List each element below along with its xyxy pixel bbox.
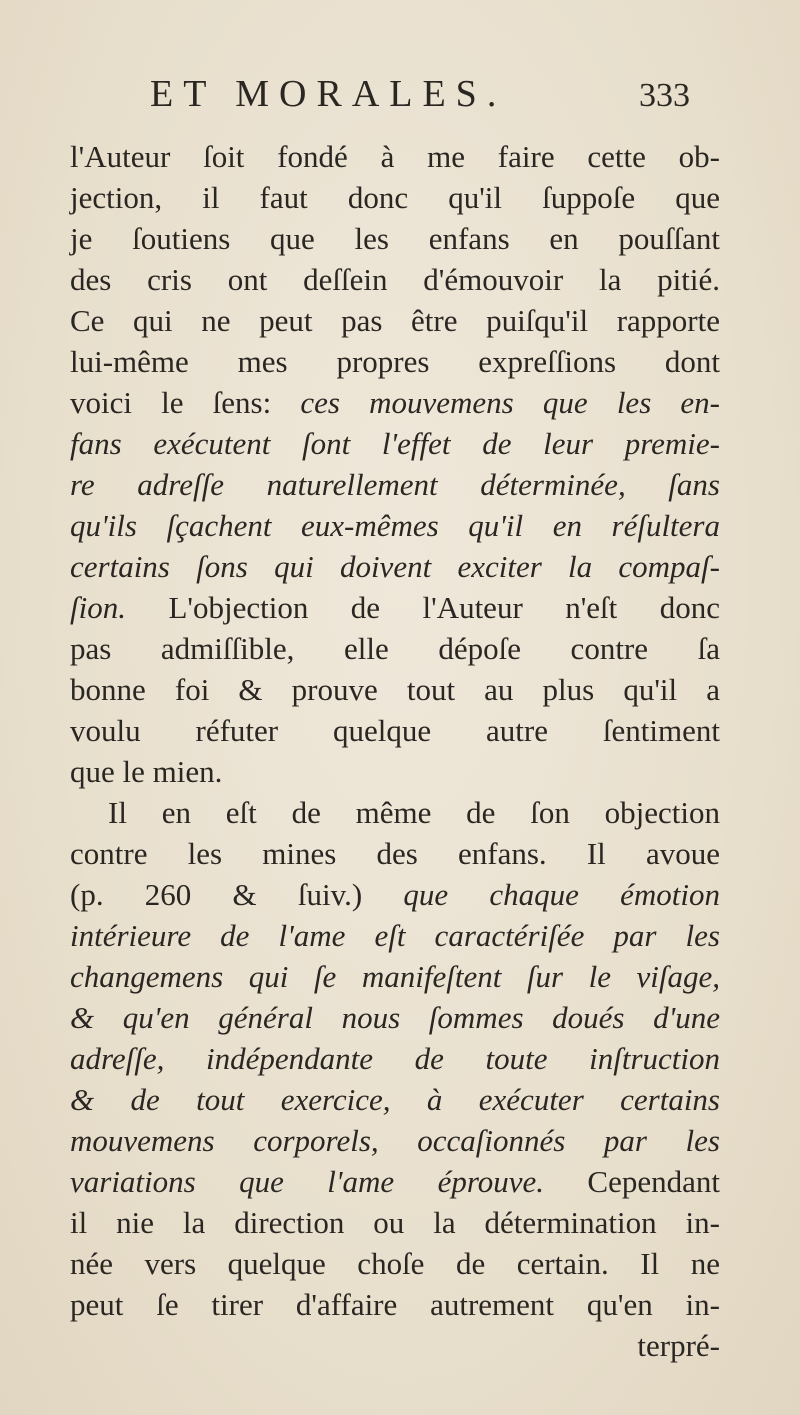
text-line	[70, 1284, 720, 1325]
text-line	[70, 136, 720, 177]
text-line	[70, 587, 720, 628]
text-line	[70, 464, 720, 505]
body-text	[70, 136, 720, 1366]
text-run: peut ſe tirer d'affaire autrement qu'en in-	[70, 1287, 720, 1322]
text-line	[70, 382, 720, 423]
text-run: intérieure de l'ame eſt caractériſée par les	[70, 918, 720, 953]
text-run: mouvemens corporels, occaſionnés par les	[70, 1123, 720, 1158]
text-run: voici le ſens:	[70, 385, 301, 420]
text-line	[70, 423, 720, 464]
catchword: terpré-	[637, 1328, 720, 1363]
text-run: ces mouvemens que les en-	[300, 385, 721, 420]
text-run: re adreſſe naturellement déterminée, ſans	[70, 467, 720, 502]
text-run: Ce qui ne peut pas être puiſqu'il rapporte	[70, 303, 720, 338]
text-line	[70, 341, 720, 382]
running-title: ET MORALES.	[150, 73, 507, 115]
text-run: Cependant	[544, 1164, 720, 1199]
text-line	[70, 259, 720, 300]
text-line	[70, 177, 720, 218]
text-line	[70, 669, 720, 710]
text-line	[70, 997, 720, 1038]
running-head	[150, 72, 690, 122]
text-run: des cris ont deſſein d'émouvoir la pitié.	[70, 262, 720, 297]
text-run: bonne foi & prouve tout au plus qu'il a	[70, 672, 720, 707]
text-run: certains ſons qui doivent exciter la compaſ-	[70, 549, 720, 584]
text-line	[70, 1038, 720, 1079]
text-run: voulu réfuter quelque autre ſentiment	[70, 713, 720, 748]
text-line	[70, 792, 720, 833]
text-run: qu'ils ſçachent eux-mêmes qu'il en réſultera	[70, 508, 720, 543]
text-line	[70, 1202, 720, 1243]
text-run: fans exécutent ſont l'effet de leur premie-	[70, 426, 720, 461]
text-line	[70, 1120, 720, 1161]
text-run: (p. 260 & ſuiv.)	[70, 877, 404, 912]
text-run: & de tout exercice, à exécuter certains	[70, 1082, 720, 1117]
text-line	[70, 1079, 720, 1120]
text-run: que le mien.	[70, 754, 223, 789]
text-run: pas admiſſible, elle dépoſe contre ſa	[70, 631, 720, 666]
text-line	[70, 546, 720, 587]
text-run: contre les mines des enfans. Il avoue	[70, 836, 720, 871]
text-line	[70, 218, 720, 259]
text-line	[70, 710, 720, 751]
text-line	[70, 874, 720, 915]
text-run: L'objection de l'Auteur n'eſt donc	[125, 590, 720, 625]
text-line	[70, 956, 720, 997]
text-run: il nie la direction ou la détermination in-	[70, 1205, 720, 1240]
text-line	[70, 751, 720, 792]
text-run: & qu'en général nous ſommes doués d'une	[70, 1000, 720, 1035]
text-run: je ſoutiens que les enfans en pouſſant	[70, 221, 720, 256]
text-line	[70, 915, 720, 956]
text-line	[70, 1243, 720, 1284]
text-line	[70, 833, 720, 874]
text-line	[70, 505, 720, 546]
text-line	[70, 300, 720, 341]
text-run: changemens qui ſe manifeſtent ſur le viſage,	[70, 959, 720, 994]
text-run: l'Auteur ſoit fondé à me faire cette ob-	[70, 139, 720, 174]
page-number: 333	[639, 77, 690, 114]
text-run: variations que l'ame éprouve.	[70, 1164, 545, 1199]
text-run: que chaque émotion	[403, 877, 720, 912]
text-run: lui-même mes propres expreſſions dont	[70, 344, 720, 379]
text-run: adreſſe, indépendante de toute inſtruction	[70, 1041, 720, 1076]
text-line	[70, 628, 720, 669]
text-run: ſion.	[70, 590, 126, 625]
text-run: jection, il faut donc qu'il ſuppoſe que	[70, 180, 720, 215]
text-run: Il en eſt de même de ſon objection	[108, 795, 720, 830]
text-run: née vers quelque choſe de certain. Il ne	[70, 1246, 720, 1281]
text-line	[70, 1161, 720, 1202]
